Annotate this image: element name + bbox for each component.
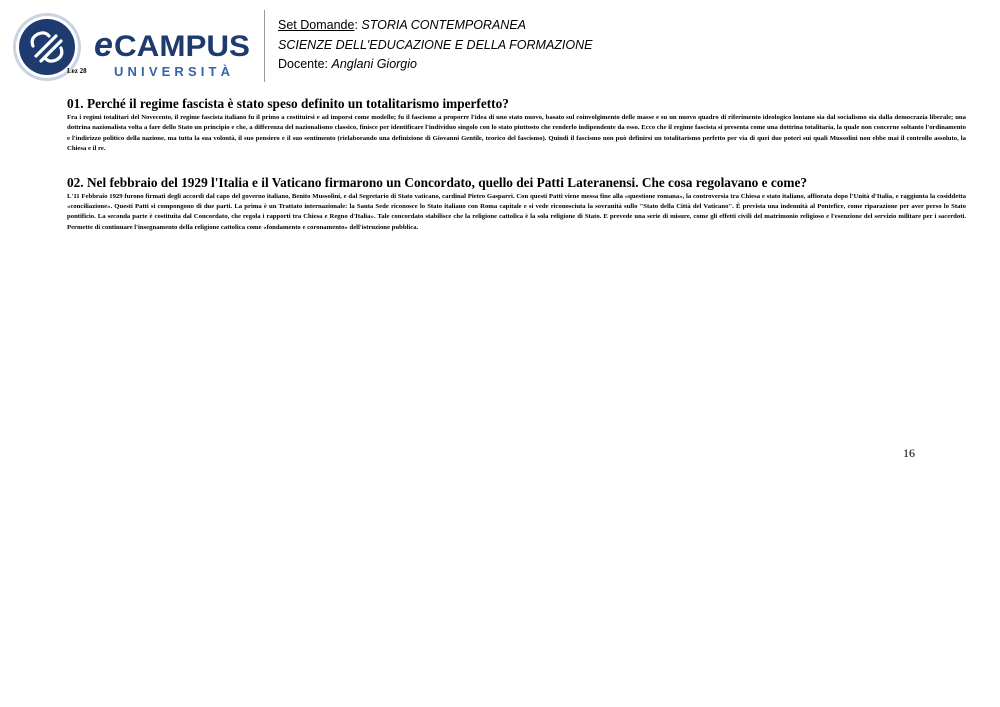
question-heading: 02. Nel febbraio del 1929 l'Italia e il Vaticano firmarono un Concordato, quello dei Patti Lateranensi. Che cosa regolavano e come? bbox=[67, 174, 808, 190]
docente-label: Docente: bbox=[278, 57, 329, 71]
page-number: 16 bbox=[903, 446, 915, 460]
question-answer: L'11 Febbraio 1929 furono firmati degli accordi dal capo del governo italiano, Benito Mussolini, e dal Segretario di Stato vaticano, cardinal Pietro Gasparri. Con questi Patti viene messa fine alla «questione romana», la controversia tra Chiesa e stato italiano, affiorata dopo l'Unità d'Italia, e raggiunta la cosiddetta «conciliazione». Questi Patti si compongono di due parti. La prima è un Trattato internazionale: la Santa Sede riconosce lo Stato italiano con Roma capitale e si vede riconosciuta la sovranità sullo "Stato della Città del Vaticano". È prevista una indennità al Pontefice, come riparazione per aver perso lo Stato pontificio. La seconda parte è costituita dal Concordato, che regola i rapporti tra Chiesa e Regno d'Italia». Tale concordato stabilisce che la religione cattolica è la sola religione di Stato. E prevede una serie di misure, come gli effetti civili del matrimonio religioso e l'esenzione del servizio militare per i sacerdoti. Permette di continuare l'insegnamento della religione cattolica come «fondamento e coronamento» dell'istruzione pubblica. bbox=[67, 192, 966, 231]
docente-name: Anglani Giorgio bbox=[331, 57, 417, 71]
ecampus-wordmark bbox=[94, 28, 254, 85]
header-divider bbox=[264, 10, 265, 82]
question-item bbox=[67, 175, 966, 234]
set-label: Set Domande bbox=[278, 18, 355, 32]
questions-list bbox=[67, 96, 966, 253]
question-answer: Fra i regimi totalitari del Novecento, il regime fascista italiano fu il primo a costituirsi e ad imporsi come modello; fu il fascismo a proporre l'idea di uno stato nuovo, basato sul coinvolgimento delle masse e su un nuovo quadro di riferimento ideologico lontano sia dal socialismo sia dalla democrazia liberale; una dottrina nazionalista volta a fare dello Stato un principio e che, a differenza del nazionalismo classico, finisce per identificare l'individuo singolo con lo stato piuttosto che renderlo indipendente da esso. Ecco che il regime fascista si presenta come una dottrina totalitaria, la quale non concerne soltanto l'ordinamento e l'indirizzo politico della nazione, ma tutta la sua volontà, il suo pensiero e il suo sentimento (rielaborando una definizione di Giovanni Gentile, teorico del fascismo). Quindi il fascismo non può definirsi un totalitarismo perfetto per via di quei due poteri sui quali Mussolini non ebbe mai il controllo assoluto, la Chiesa e il re. bbox=[67, 114, 966, 153]
question-item bbox=[67, 96, 966, 155]
question-heading: 01. Perché il regime fascista è stato speso definito un totalitarismo imperfetto? bbox=[67, 96, 509, 111]
docente-line bbox=[278, 55, 592, 75]
logo-brand-e: e bbox=[94, 28, 113, 64]
logo-brand-name: CAMPUS bbox=[114, 30, 250, 63]
faculty-line bbox=[278, 36, 592, 56]
header-info bbox=[278, 16, 592, 75]
faculty-name: SCIENZE DELL'EDUCAZIONE E DELLA FORMAZIONE bbox=[278, 37, 593, 52]
set-title: STORIA CONTEMPORANEA bbox=[361, 18, 526, 32]
logo-subtitle: UNIVERSITÀ bbox=[114, 64, 230, 79]
lesson-label: Lez 28 bbox=[67, 67, 87, 75]
page-header bbox=[0, 0, 1000, 90]
set-line: Set Domande: STORIA CONTEMPORANEA bbox=[278, 18, 526, 32]
